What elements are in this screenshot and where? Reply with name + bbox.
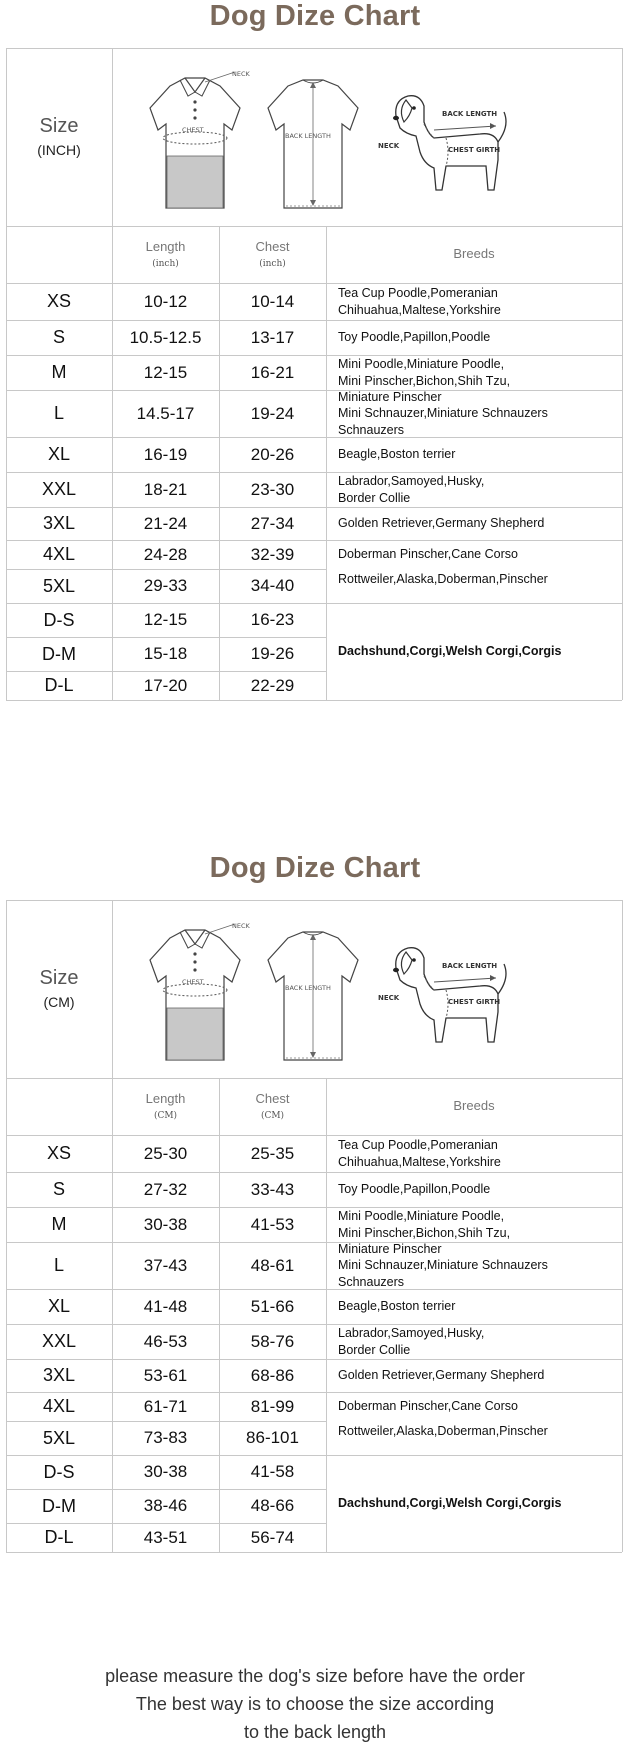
chest-cell: 41-53 <box>250 1214 295 1234</box>
unit-label: (CM) <box>43 994 75 1011</box>
breed-4xl <box>326 1392 622 1421</box>
shirt-back-illustration <box>258 68 368 218</box>
breed-text: Toy Poodle,Papillon,Poodle <box>338 330 491 345</box>
neck-label: NECK <box>232 70 250 78</box>
length-cell: 12-15 <box>143 362 188 382</box>
size-cell: XL <box>47 1296 71 1317</box>
length-cell: 37-43 <box>143 1255 188 1275</box>
chest-label: CHEST <box>182 978 204 986</box>
chest-cell: 10-14 <box>250 291 295 311</box>
size-cell: D-M <box>42 643 76 664</box>
dog-back-length-label: BACK LENGTH <box>442 110 498 118</box>
chest-girth-label: CHEST GIRTH <box>448 998 501 1006</box>
breed-text: Toy Poodle,Papillon,Poodle <box>338 1182 491 1197</box>
back-length-label: BACK LENGTH <box>285 984 331 992</box>
size-cell: XXL <box>41 479 77 500</box>
breed-3xl <box>326 1359 622 1392</box>
size-chart-cm <box>0 852 630 1552</box>
chest-unit-label: (inch) <box>259 258 286 269</box>
breed-text: Mini Schnauzer,Miniature Schnauzers <box>338 406 548 421</box>
breed-xxl <box>326 472 622 507</box>
chest-cell: 25-35 <box>250 1143 295 1163</box>
chest-cell: 16-23 <box>250 610 295 630</box>
chest-cell: 32-39 <box>250 544 295 564</box>
size-label: Size <box>39 115 79 138</box>
chest-cell: 41-58 <box>250 1462 295 1482</box>
size-cell: 3XL <box>42 1365 76 1386</box>
size-cell: XL <box>47 444 71 465</box>
chest-cell: 58-76 <box>250 1331 295 1351</box>
breed-xl <box>326 437 622 472</box>
chest-girth-label: CHEST GIRTH <box>448 146 501 154</box>
breed-dachshund <box>326 1455 622 1552</box>
breed-s <box>326 1172 622 1207</box>
breed-text: Tea Cup Poodle,Pomeranian <box>338 1138 498 1153</box>
size-cell: D-M <box>42 1495 76 1516</box>
shirt-back-illustration <box>258 920 368 1070</box>
breed-xs <box>326 283 622 320</box>
size-cell: D-S <box>43 1461 75 1482</box>
chest-cell: 19-24 <box>250 403 295 423</box>
breed-text: Labrador,Samoyed,Husky, <box>338 474 485 489</box>
breed-xxl <box>326 1324 622 1359</box>
chest-cell: 68-86 <box>250 1365 295 1385</box>
chest-cell: 56-74 <box>250 1527 295 1547</box>
breeds-header: Breeds <box>453 1098 495 1114</box>
size-header <box>6 900 112 1078</box>
dog-neck-label: NECK <box>378 142 400 150</box>
length-cell: 46-53 <box>143 1331 188 1351</box>
length-cell: 43-51 <box>143 1527 188 1547</box>
length-cell: 53-61 <box>143 1365 188 1385</box>
footer-line: please measure the dog's size before have the order <box>105 1666 525 1686</box>
breed-text: Border Collie <box>338 1342 411 1357</box>
breed-text: Dachshund,Corgi,Welsh Corgi,Corgis <box>338 644 562 659</box>
breed-text: Rottweiler,Alaska,Doberman,Pinscher <box>338 572 548 586</box>
size-cell: 3XL <box>42 513 76 534</box>
length-cell: 25-30 <box>143 1143 188 1163</box>
size-cell: 4XL <box>42 1396 76 1417</box>
chest-header-label: Chest <box>255 1090 290 1106</box>
breed-4xl <box>326 540 622 569</box>
chest-header <box>219 1078 326 1135</box>
breed-3xl <box>326 507 622 540</box>
breed-text: Beagle,Boston terrier <box>338 1299 456 1314</box>
length-cell: 73-83 <box>143 1428 188 1448</box>
breed-m <box>326 355 622 390</box>
breed-s <box>326 320 622 355</box>
breed-text: Border Collie <box>338 490 411 505</box>
size-cell: XS <box>46 291 71 312</box>
breed-text: Miniature Pinscher <box>338 390 442 405</box>
size-cell: 5XL <box>42 1427 76 1448</box>
chest-unit-label: (CM) <box>260 1110 285 1121</box>
breed-5xl <box>326 569 622 603</box>
size-cell: D-S <box>43 609 75 630</box>
length-header <box>112 226 219 283</box>
breed-text: Labrador,Samoyed,Husky, <box>338 1326 485 1341</box>
length-cell: 12-15 <box>143 610 188 630</box>
size-label: Size <box>39 967 79 990</box>
size-cell: L <box>53 403 64 424</box>
size-cell: S <box>52 1179 65 1200</box>
dog-back-length-label: BACK LENGTH <box>442 962 498 970</box>
chest-cell: 81-99 <box>250 1396 295 1416</box>
length-cell: 15-18 <box>143 644 188 664</box>
breed-text: Mini Poodle,Miniature Poodle, <box>338 357 505 372</box>
size-cell: L <box>53 1255 64 1276</box>
breed-text: Golden Retriever,Germany Shepherd <box>338 1368 545 1383</box>
length-header <box>112 1078 219 1135</box>
breed-l <box>326 1242 622 1289</box>
length-cell: 27-32 <box>143 1179 188 1199</box>
size-header <box>6 48 112 226</box>
breed-text: Mini Pinscher,Bichon,Shih Tzu, <box>338 1225 511 1240</box>
length-cell: 30-38 <box>143 1462 188 1482</box>
chest-cell: 22-29 <box>250 675 295 695</box>
size-cell: 4XL <box>42 544 76 565</box>
chest-header-label: Chest <box>255 238 290 254</box>
size-chart-inch <box>0 0 630 700</box>
length-unit-label: (CM) <box>153 1110 178 1121</box>
size-cell: XXL <box>41 1331 77 1352</box>
breed-dachshund <box>326 603 622 700</box>
chest-cell: 20-26 <box>250 444 295 464</box>
chest-cell: 86-101 <box>246 1428 299 1448</box>
breed-m <box>326 1207 622 1242</box>
breed-text: Schnauzers <box>338 1274 405 1289</box>
size-cell: D-L <box>44 1527 74 1548</box>
chart-title: Dog Dize Chart <box>209 0 421 32</box>
breed-text: Mini Schnauzer,Miniature Schnauzers <box>338 1258 548 1273</box>
grid-line <box>622 48 623 700</box>
grid-line <box>6 700 622 701</box>
chest-header <box>219 226 326 283</box>
breed-text: Dachshund,Corgi,Welsh Corgi,Corgis <box>338 1496 562 1511</box>
size-cell: M <box>51 362 67 383</box>
footer-line: to the back length <box>243 1722 387 1742</box>
breed-text: Mini Pinscher,Bichon,Shih Tzu, <box>338 373 511 388</box>
chest-cell: 34-40 <box>250 576 295 596</box>
length-unit-label: (inch) <box>152 258 179 269</box>
length-cell: 10.5-12.5 <box>129 327 202 347</box>
length-cell: 41-48 <box>143 1296 188 1316</box>
breed-text: Miniature Pinscher <box>338 1242 442 1257</box>
breeds-header: Breeds <box>453 246 495 262</box>
size-cell: S <box>52 327 65 348</box>
size-cell: D-L <box>44 675 74 696</box>
chest-cell: 19-26 <box>250 644 295 664</box>
chest-cell: 33-43 <box>250 1179 295 1199</box>
length-cell: 30-38 <box>143 1214 188 1234</box>
length-cell: 14.5-17 <box>136 403 195 423</box>
chest-cell: 23-30 <box>250 479 295 499</box>
chart-title: Dog Dize Chart <box>209 852 421 884</box>
length-cell: 61-71 <box>143 1396 188 1416</box>
length-cell: 21-24 <box>143 513 188 533</box>
footer-note <box>0 1662 630 1746</box>
breed-text: Doberman Pinscher,Cane Corso <box>338 1399 518 1414</box>
dog-illustration <box>376 938 516 1058</box>
size-cell: 5XL <box>42 575 76 596</box>
length-cell: 16-19 <box>143 444 188 464</box>
length-header-label: Length <box>145 238 186 254</box>
dog-illustration <box>376 86 516 206</box>
length-header-label: Length <box>145 1090 186 1106</box>
breed-text: Beagle,Boston terrier <box>338 447 456 462</box>
length-cell: 24-28 <box>143 544 188 564</box>
length-cell: 10-12 <box>143 291 188 311</box>
dog-neck-label: NECK <box>378 994 400 1002</box>
chest-cell: 27-34 <box>250 513 295 533</box>
neck-label: NECK <box>232 922 250 930</box>
breed-xs <box>326 1135 622 1172</box>
length-cell: 29-33 <box>143 576 188 596</box>
chest-cell: 48-66 <box>250 1496 295 1516</box>
breed-text: Doberman Pinscher,Cane Corso <box>338 547 518 562</box>
size-cell: XS <box>46 1143 71 1164</box>
breed-text: Golden Retriever,Germany Shepherd <box>338 516 545 531</box>
shirt-front-illustration <box>140 920 250 1070</box>
measurement-illustrations <box>140 68 610 218</box>
breed-text: Tea Cup Poodle,Pomeranian <box>338 286 498 301</box>
chest-cell: 51-66 <box>250 1296 295 1316</box>
measurement-illustrations <box>140 920 610 1070</box>
length-cell: 18-21 <box>143 479 188 499</box>
back-length-label: BACK LENGTH <box>285 132 331 140</box>
footer-line: The best way is to choose the size according <box>135 1694 495 1714</box>
shirt-front-illustration <box>140 68 250 218</box>
breed-text: Chihuahua,Maltese,Yorkshire <box>338 302 501 317</box>
chest-cell: 13-17 <box>250 327 295 347</box>
chest-cell: 16-21 <box>250 362 295 382</box>
breed-5xl <box>326 1421 622 1455</box>
breed-l <box>326 390 622 437</box>
size-table <box>6 0 622 700</box>
grid-line <box>622 900 623 1552</box>
chest-label: CHEST <box>182 126 204 134</box>
size-table <box>6 852 622 1552</box>
size-cell: M <box>51 1214 67 1235</box>
breed-xl <box>326 1289 622 1324</box>
breed-text: Mini Poodle,Miniature Poodle, <box>338 1209 505 1224</box>
chest-cell: 48-61 <box>250 1255 295 1275</box>
grid-line <box>6 1552 622 1553</box>
breed-text: Chihuahua,Maltese,Yorkshire <box>338 1154 501 1169</box>
breed-text: Rottweiler,Alaska,Doberman,Pinscher <box>338 1424 548 1438</box>
unit-label: (INCH) <box>37 142 81 159</box>
breed-text: Schnauzers <box>338 422 405 437</box>
length-cell: 38-46 <box>143 1496 188 1516</box>
length-cell: 17-20 <box>143 675 188 695</box>
